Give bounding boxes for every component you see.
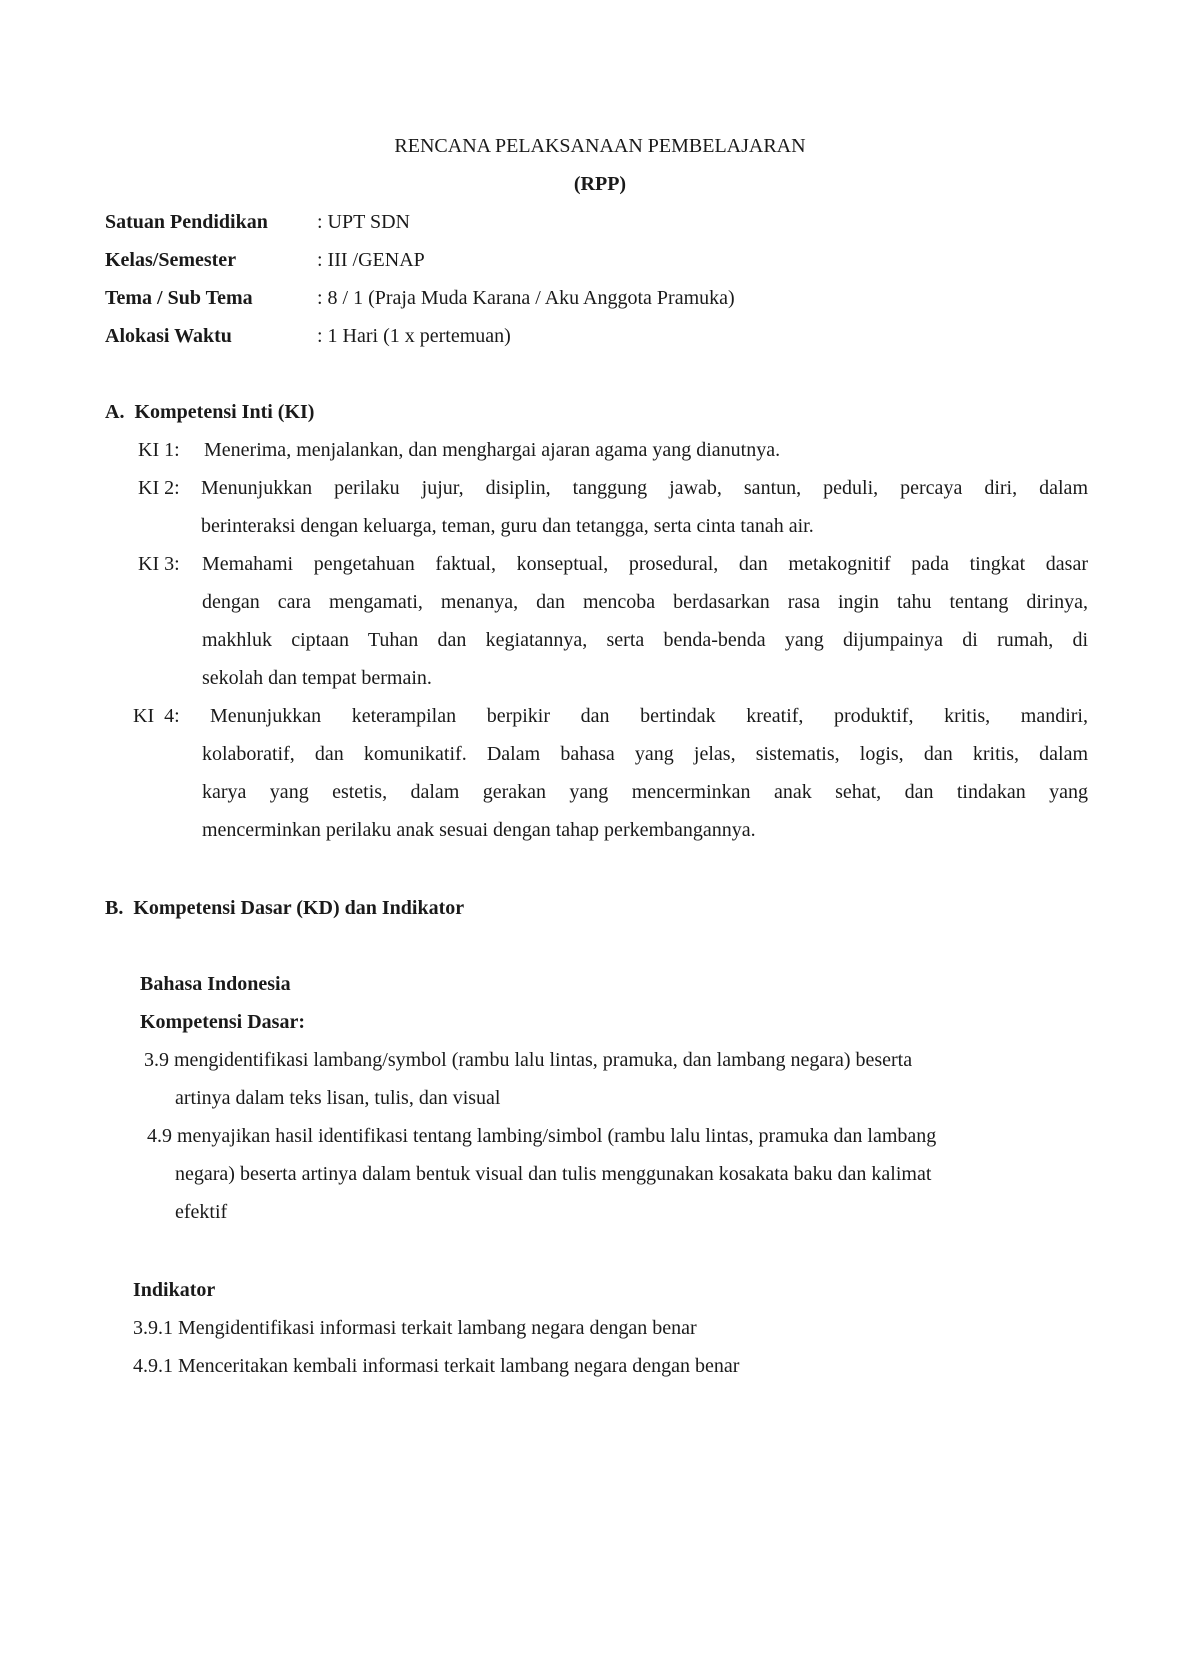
identity-value: : UPT SDN [317, 211, 410, 233]
kd-text-line: artinya dalam teks lisan, tulis, dan visual [175, 1087, 501, 1109]
ki-text-line: kolaboratif, dan komunikatif. Dalam bahasa yang jelas, sistematis, logis, dan kritis, dalam [202, 743, 1088, 765]
kd-heading: Kompetensi Dasar: [140, 1011, 305, 1033]
section-b-heading: B. Kompetensi Dasar (KD) dan Indikator [105, 897, 465, 919]
subject-heading: Bahasa Indonesia [140, 973, 291, 995]
indicator-item: 3.9.1 Mengidentifikasi informasi terkait lambang negara dengan benar [133, 1317, 697, 1339]
ki-text-line: Menunjukkan perilaku jujur, disiplin, tanggung jawab, santun, peduli, percaya diri, dalam [201, 477, 1088, 499]
indicator-item: 4.9.1 Menceritakan kembali informasi terkait lambang negara dengan benar [133, 1355, 740, 1377]
ki-label: KI 1: [138, 439, 180, 461]
ki-text-line: karya yang estetis, dalam gerakan yang mencerminkan anak sehat, dan tindakan yang [202, 781, 1088, 803]
document-subtitle: (RPP) [573, 173, 627, 195]
identity-value: : 8 / 1 (Praja Muda Karana / Aku Anggota Pramuka) [317, 287, 735, 309]
ki-label: KI 2: [138, 477, 180, 499]
identity-label: Tema / Sub Tema [105, 287, 253, 309]
ki-text-line: makhluk ciptaan Tuhan dan kegiatannya, serta benda-benda yang dijumpainya di rumah, di [202, 629, 1088, 651]
ki-text-line: Menunjukkan keterampilan berpikir dan bertindak kreatif, produktif, kritis, mandiri, [210, 705, 1088, 727]
ki-text-line: sekolah dan tempat bermain. [202, 667, 432, 689]
indicator-heading: Indikator [133, 1279, 216, 1301]
identity-label: Alokasi Waktu [105, 325, 232, 347]
identity-value: : III /GENAP [317, 249, 425, 271]
section-a-heading: A. Kompetensi Inti (KI) [105, 401, 315, 423]
ki-text-line: mencerminkan perilaku anak sesuai dengan tahap perkembangannya. [202, 819, 756, 841]
ki-label: KI 4: [133, 705, 180, 727]
ki-text-line: dengan cara mengamati, menanya, dan mencoba berdasarkan rasa ingin tahu tentang dirinya, [202, 591, 1088, 613]
kd-text-line: efektif [175, 1201, 228, 1223]
ki-text-line: Memahami pengetahuan faktual, konseptual, prosedural, dan metakognitif pada tingkat dasar [202, 553, 1088, 575]
ki-label: KI 3: [138, 553, 180, 575]
ki-text-line: Menerima, menjalankan, dan menghargai ajaran agama yang dianutnya. [204, 439, 781, 461]
kd-text-line: 4.9 menyajikan hasil identifikasi tentang lambing/simbol (rambu lalu lintas, pramuka dan lambang [147, 1125, 937, 1147]
document-title: RENCANA PELAKSANAAN PEMBELAJARAN [394, 135, 806, 157]
kd-text-line: 3.9 mengidentifikasi lambang/symbol (rambu lalu lintas, pramuka, dan lambang negara) beserta [144, 1049, 913, 1071]
ki-text-line: berinteraksi dengan keluarga, teman, guru dan tetangga, serta cinta tanah air. [201, 515, 814, 537]
identity-label: Kelas/Semester [105, 249, 237, 271]
kd-text-line: negara) beserta artinya dalam bentuk visual dan tulis menggunakan kosakata baku dan kalimat [175, 1163, 932, 1185]
identity-value: : 1 Hari (1 x pertemuan) [317, 325, 511, 347]
identity-label: Satuan Pendidikan [105, 211, 268, 233]
